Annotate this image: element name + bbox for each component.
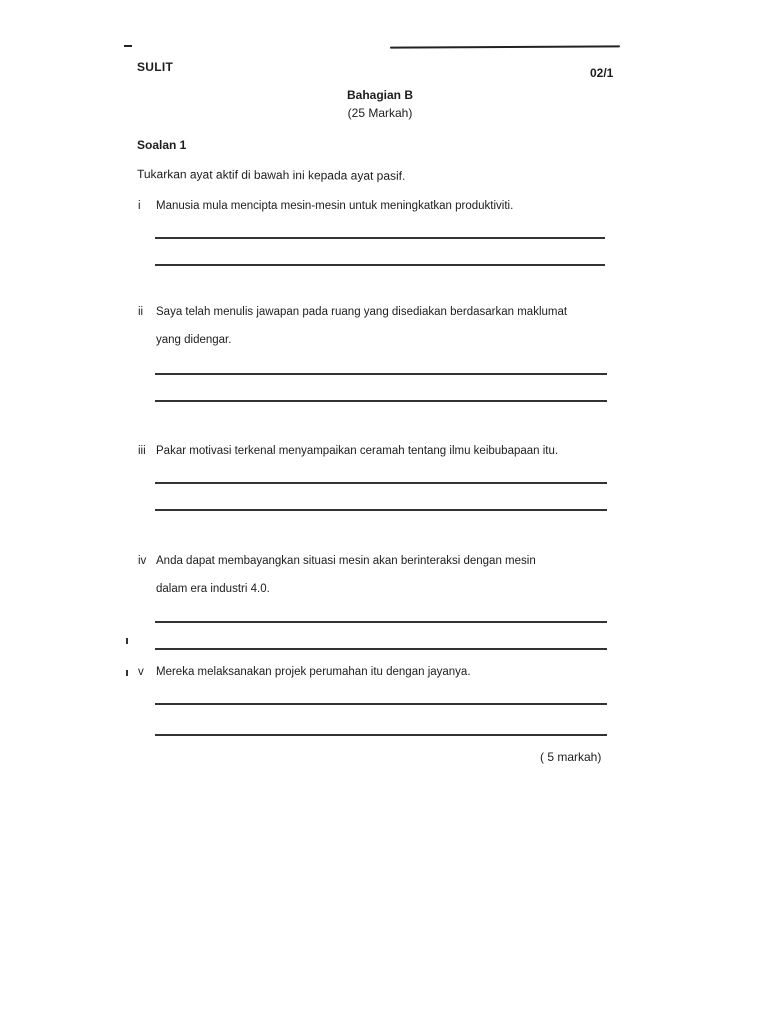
classification-label: SULIT: [137, 60, 174, 74]
corner-mark: [124, 45, 132, 47]
item-numeral: v: [138, 666, 144, 678]
item-numeral: ii: [138, 306, 144, 318]
paper-code: 02/1: [590, 66, 614, 80]
answer-line[interactable]: [155, 400, 607, 402]
question-instruction: Tukarkan ayat aktif di bawah ini kepada ayat pasif.: [136, 167, 406, 183]
item-sentence-continued: yang didengar.: [156, 334, 232, 346]
item-numeral: i: [138, 200, 141, 212]
answer-line[interactable]: [155, 482, 607, 484]
question-label: Soalan 1: [137, 138, 187, 152]
item-sentence: Anda dapat membayangkan situasi mesin akan berinteraksi dengan mesin: [156, 555, 536, 567]
item-sentence: Manusia mula mencipta mesin-mesin untuk meningkatkan produktiviti.: [156, 200, 514, 212]
answer-line[interactable]: [155, 509, 607, 511]
answer-line[interactable]: [155, 703, 607, 705]
answer-line[interactable]: [155, 734, 607, 736]
item-sentence: Pakar motivasi terkenal menyampaikan ceramah tentang ilmu keibubapaan itu.: [156, 445, 559, 457]
margin-tick: [126, 638, 128, 644]
top-rule: [390, 45, 620, 48]
margin-tick: [126, 670, 128, 676]
item-sentence-continued: dalam era industri 4.0.: [156, 583, 270, 595]
section-marks: (25 Markah): [347, 106, 413, 120]
answer-line[interactable]: [155, 237, 605, 239]
answer-line[interactable]: [155, 648, 607, 650]
answer-line[interactable]: [155, 621, 607, 623]
item-sentence: Mereka melaksanakan projek perumahan itu dengan jayanya.: [156, 666, 471, 678]
question-marks: ( 5 markah): [540, 750, 602, 764]
answer-line[interactable]: [155, 264, 605, 266]
section-title: Bahagian B: [346, 88, 413, 102]
item-numeral: iii: [138, 445, 146, 457]
item-numeral: iv: [138, 555, 147, 567]
item-sentence: Saya telah menulis jawapan pada ruang yang disediakan berdasarkan maklumat: [156, 306, 568, 318]
answer-line[interactable]: [155, 373, 607, 375]
